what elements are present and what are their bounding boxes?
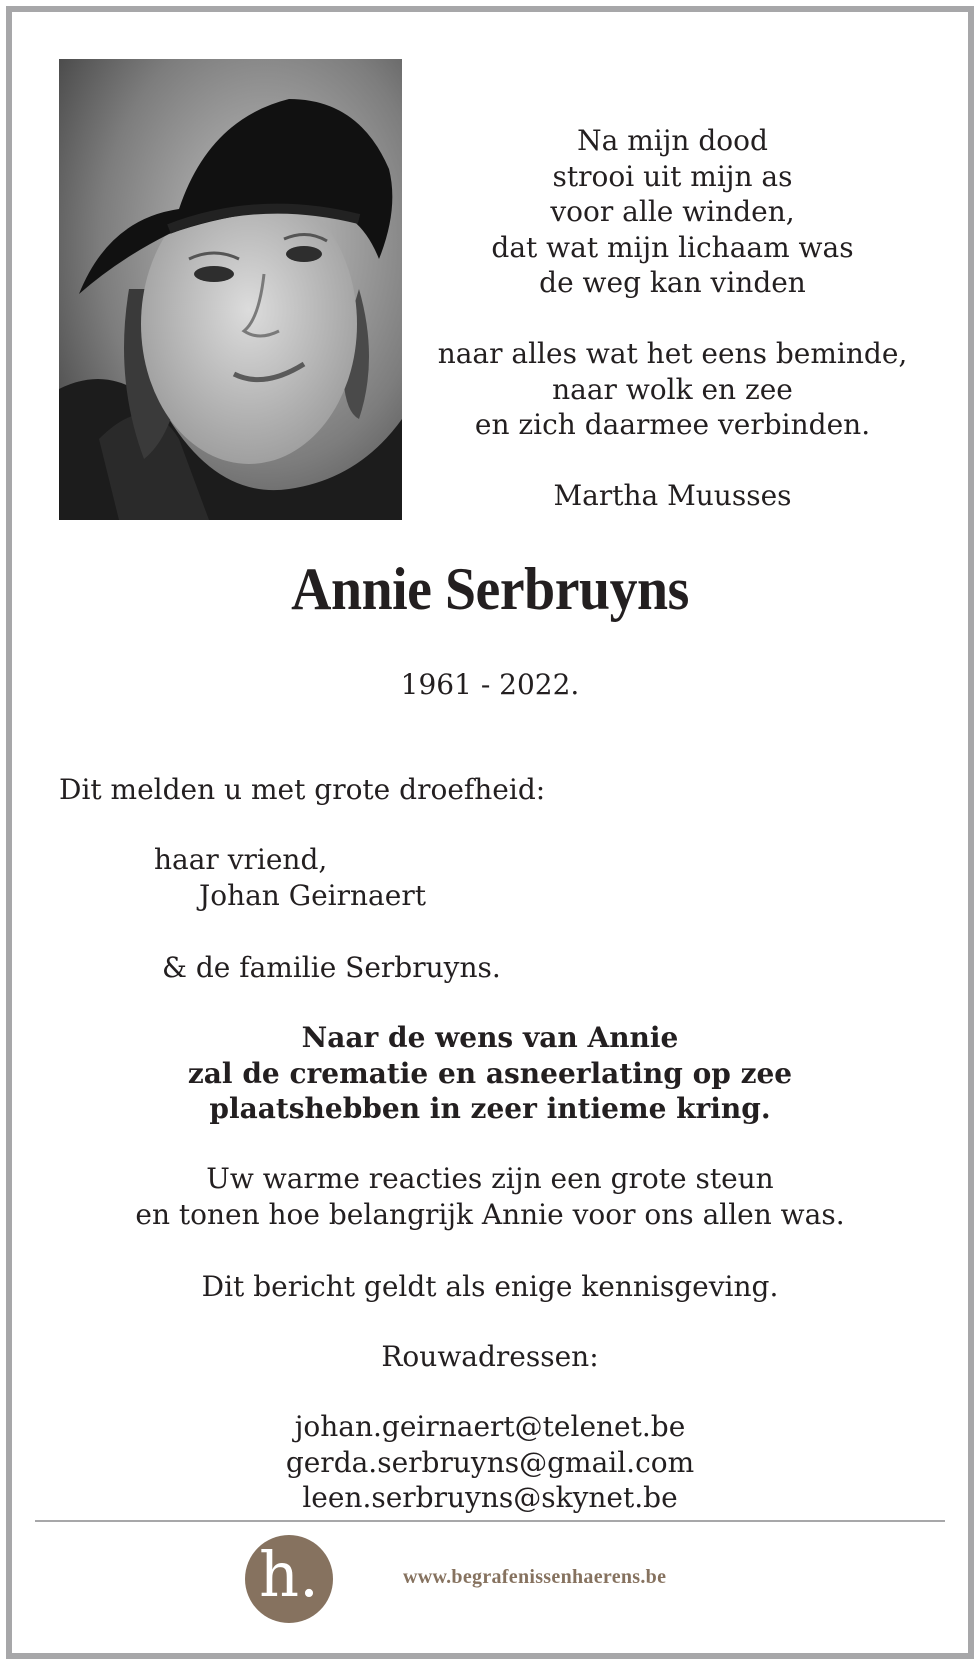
announcement-intro: Dit melden u met grote droefheid: [59, 773, 546, 806]
life-years: 1961 - 2022. [400, 668, 580, 701]
email-address[interactable]: gerda.serbruyns@gmail.com [285, 1445, 695, 1479]
wishes-line: Naar de wens van Annie [301, 1021, 679, 1054]
friend-label: haar vriend, [154, 843, 328, 876]
wishes-line: plaatshebben in zeer intieme kring. [209, 1092, 771, 1125]
email-address[interactable]: leen.serbruyns@skynet.be [302, 1481, 678, 1514]
poem-line: en zich daarmee verbinden. [474, 408, 871, 441]
poem-line: naar alles wat het eens beminde, [437, 337, 908, 370]
addresses-label [0, 1339, 980, 1375]
poem-line: naar wolk en zee [552, 372, 793, 406]
wishes-block [0, 1020, 980, 1127]
poem-line: de weg kan vinden [539, 266, 806, 299]
addresses-list [0, 1409, 980, 1516]
poem-line: dat wat mijn lichaam was [491, 230, 854, 264]
addresses-label-text: Rouwadressen: [381, 1340, 599, 1373]
poem-line: strooi uit mijn as [552, 159, 793, 193]
email-address[interactable]: johan.geirnaert@telenet.be [294, 1410, 686, 1443]
wishes-line: zal de crematie en asneerlating op zee [187, 1056, 793, 1090]
deceased-name: Annie Serbruyns [291, 556, 689, 622]
notice [0, 1269, 980, 1305]
thanks-block [0, 1161, 980, 1232]
poem-line: Na mijn dood [577, 124, 768, 157]
poem-stanza-2 [420, 336, 925, 443]
poem-stanza-1 [420, 123, 925, 301]
notice-text: Dit bericht geldt als enige kennisgeving. [201, 1270, 779, 1303]
logo-letter: h. [259, 1538, 319, 1611]
friend-name: Johan Geirnaert [199, 879, 426, 912]
thanks-line: en tonen hoe belangrijk Annie voor ons allen was. [135, 1197, 845, 1231]
poem-author: Martha Muusses [553, 479, 792, 512]
poem-line: voor alle winden, [550, 195, 795, 228]
poem [420, 123, 925, 514]
portrait-illustration [59, 59, 402, 520]
website-link[interactable]: www.begrafenissenhaerens.be [403, 1566, 667, 1588]
footer-divider [35, 1520, 945, 1522]
portrait-photo [59, 59, 402, 520]
family-line: & de familie Serbruyns. [162, 951, 501, 984]
funeral-home-logo [245, 1535, 333, 1623]
thanks-line: Uw warme reacties zijn een grote steun [206, 1162, 774, 1195]
